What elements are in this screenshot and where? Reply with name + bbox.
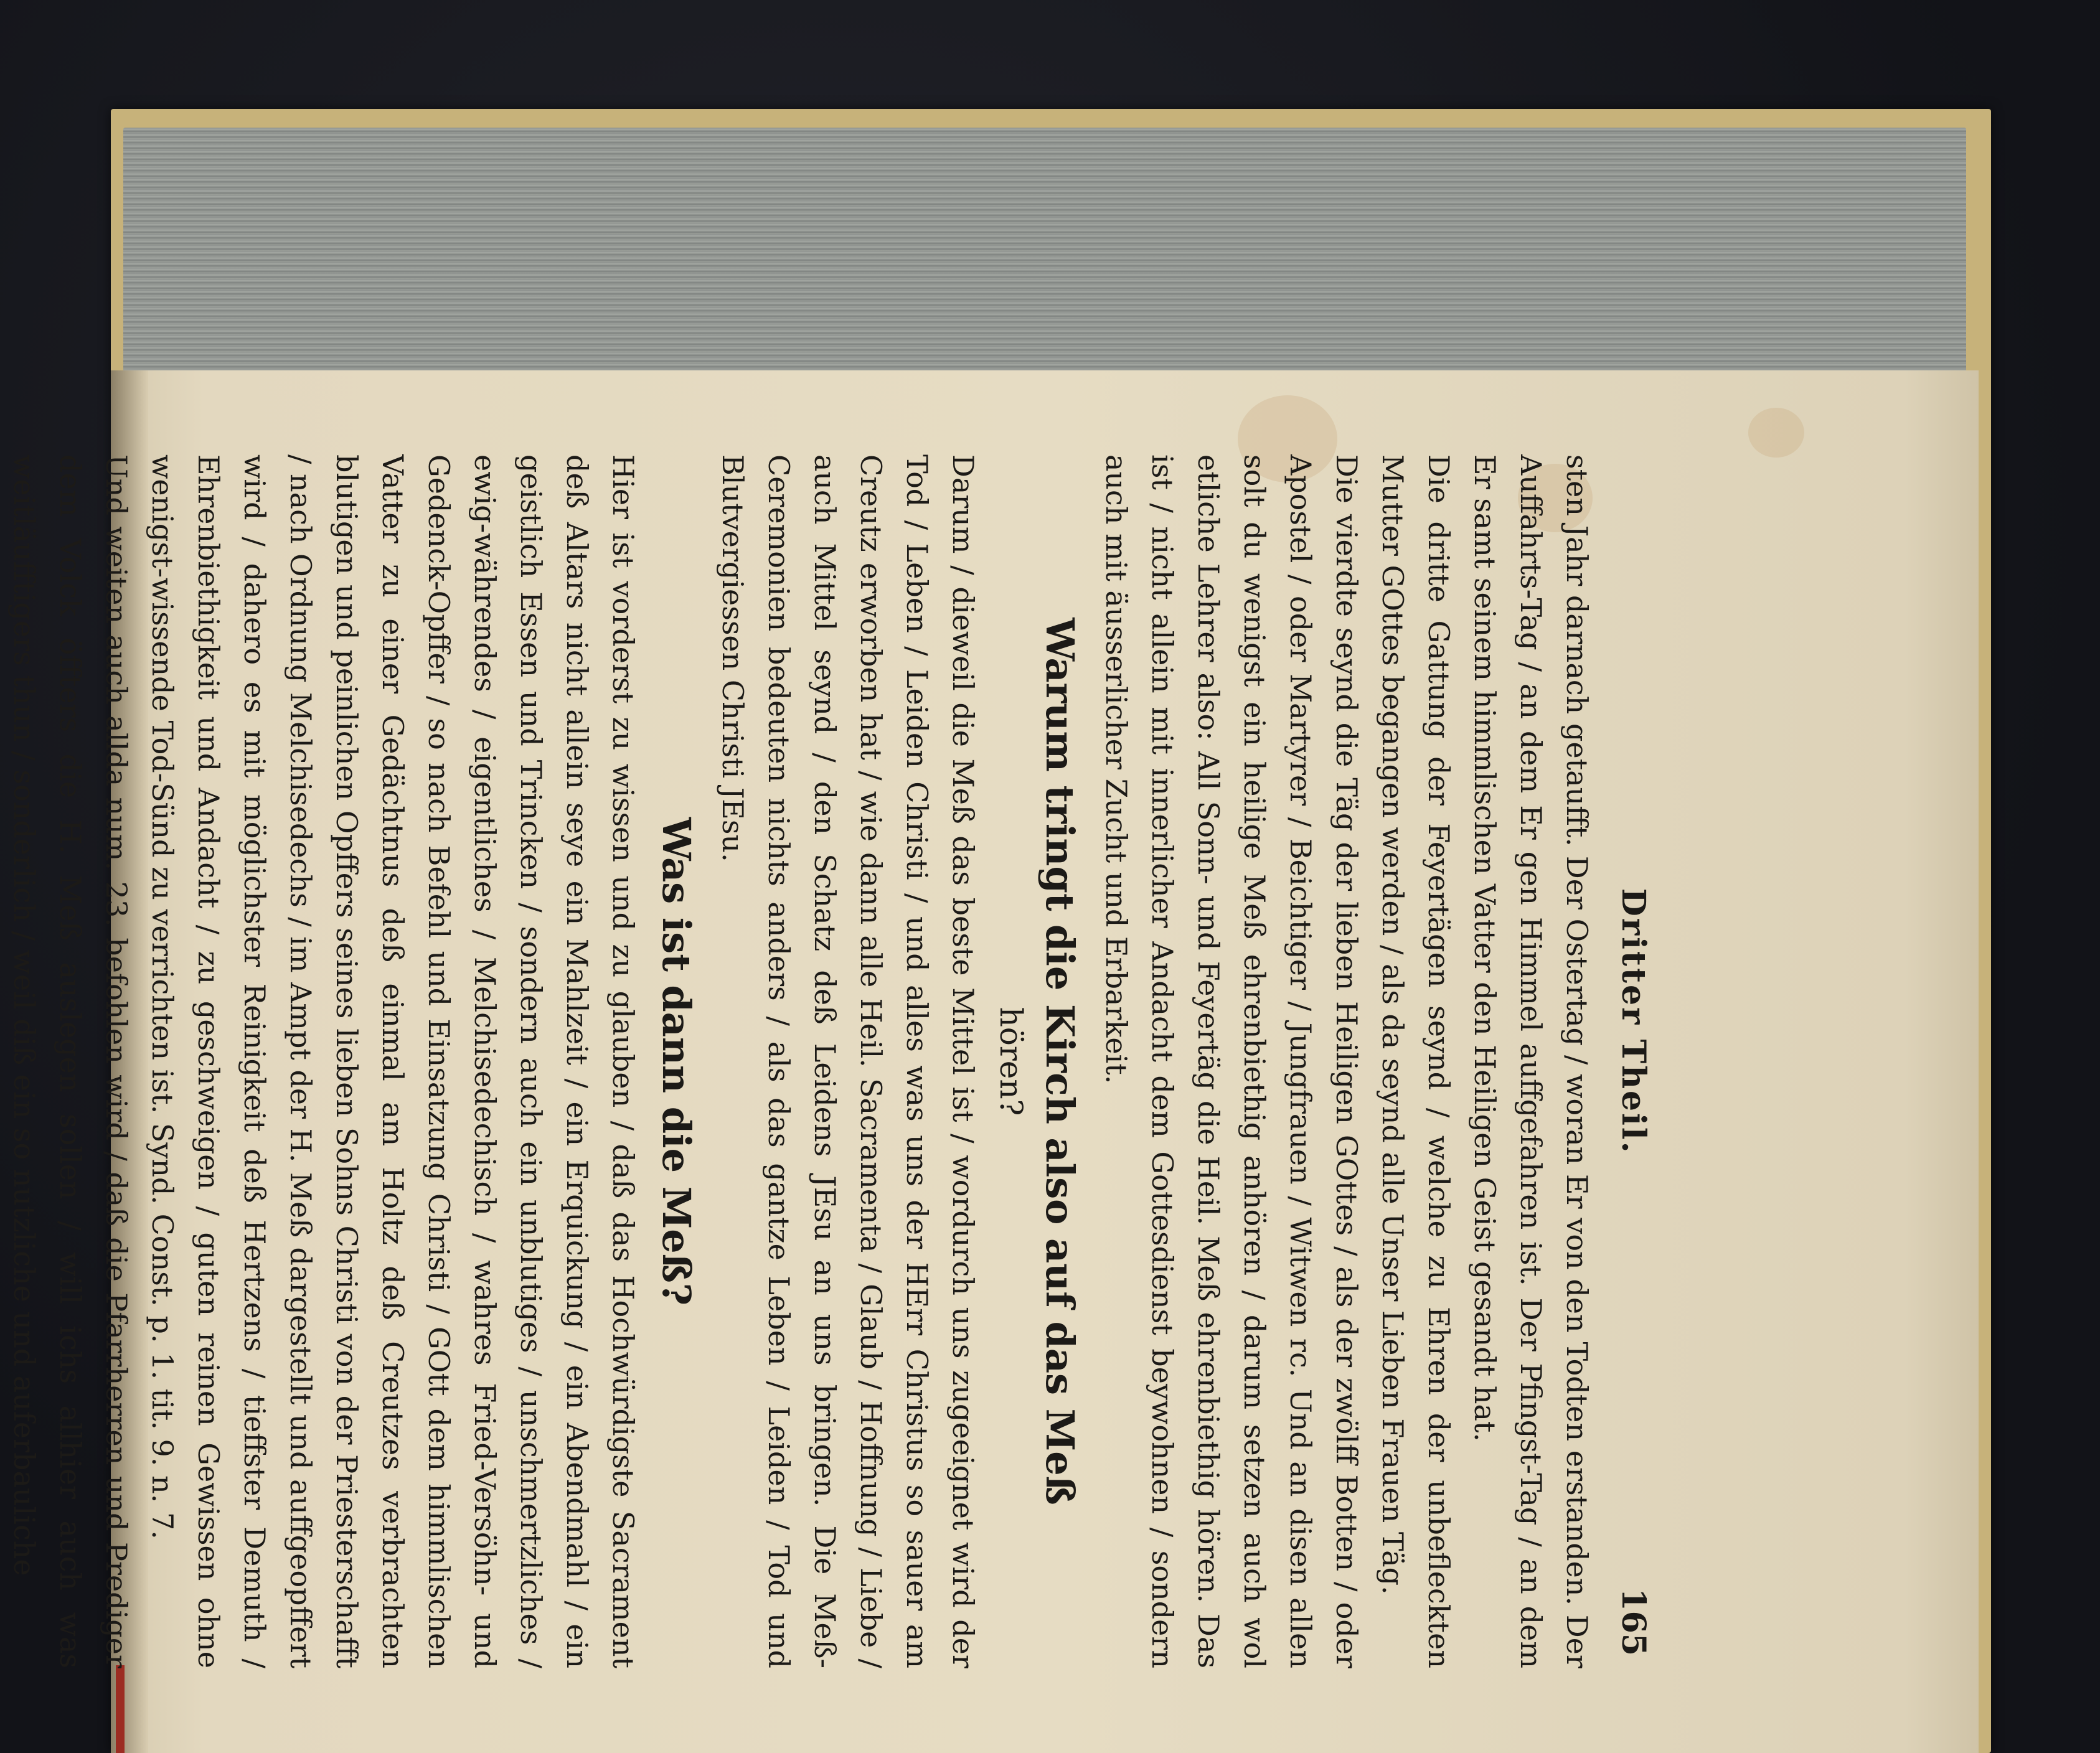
- ribbon-bookmark: [116, 1665, 125, 1753]
- paragraph: Hier ist vorderst zu wissen und zu glauben / daß das Hochwürdigste Sacrament deß Altars nicht allein seye ein Mahlzeit / ein Erquickung / ein Abendmahl / ein geistlich Essen und Trincken / sondern auch ein unblutiges / unschmertzliches / ewig-währendes / eigentliches / Melchisedechisch / wahres Fried-Versöhn- und Gedenck-Opffer / so nach Befehl und Einsatzung Christi / GOtt dem himmlischen Vatter zu einer Gedächtnus deß einmal am Holtz deß Creutzes verbrachten blutigen und peinlichen Opffers seines lieben Sohns Christi von der Priesterschafft / nach Ordnung Melchisedechs / im Ampt der H. Meß dargestellt und auffgeopffert wird / dahero es mit möglichster Reinigkeit deß Hertzens / tieffster Demuth / Ehrenbiethigkeit und Andacht / zu geschweigen / guten reinen Gewissen ohne wenigst-wissende Tod-Sünd zu verrichten ist. Synd. Const. p. 1. tit. 9. n. 7.: [146, 454, 640, 1668]
- page-edges: [123, 128, 1966, 402]
- paragraph: Und weiten auch allda num. 23. befohlen wird / daß die Pfarrherren und Prediger dem Volck öffters die H. Meß auslegen sollen / will ichs allhier auch was weitläufftigers thun / sonderlich / weil diß ein so nutzliche und auferbauliche: [7, 454, 133, 1668]
- section-heading: Was ist dann die Meß?: [654, 817, 699, 1306]
- paragraph: Die vierdte seynd die Täg der lieben Heiligen GOttes / als der zwölff Botten / oder Apostel / oder Martyrer / Beichtiger / Jungfrauen / Witwen rc. Und an disen allen solt du wenigst ein heilige Meß ehrenbiethig anhören / darum setzen auch wol etliche Lehrer also: All Sonn- und Feyertäg die Heil. Meß ehrenbiethig hören. Das ist / nicht allein mit innerlicher Andacht dem Gottesdienst beywohnen / sondern auch mit äusserlicher Zucht und Erbarkeit.: [1099, 454, 1363, 1668]
- section-heading-continuation: hören?: [993, 1007, 1029, 1116]
- section-heading: Warum tringt die Kirch also auf das Meß: [1037, 618, 1083, 1505]
- paper-stain: [1748, 408, 1804, 458]
- page-text-area: [7, 454, 1656, 1668]
- running-head: Dritter Theil.: [1614, 888, 1652, 1155]
- paragraph: Die dritte Gattung der Feyertägen seynd / welche zu Ehren der unbefleckten Mutter GOttes begangen werden / als da seynd alle Unser Lieben Frauen Täg.: [1376, 454, 1456, 1668]
- page-header: [1600, 454, 1656, 1668]
- rotated-text-block: [7, 454, 1656, 1668]
- paragraph: sten Jahr darnach getaufft. Der Ostertag / woran Er von den Todten erstanden. Der Auffahrts-Tag / an dem Er gen Himmel auffgefahren ist. Der Pfingst-Tag / an dem Er samt seinem himmlischen Vatter den Heiligen Geist gesandt hat.: [1468, 454, 1594, 1668]
- paragraph: Darum / dieweil die Meß das beste Mittel ist / wordurch uns zugeeignet wird der Tod / Leben / Leiden Christi / und alles was uns der HErr Christus so sauer am Creutz erworben hat / wie dann alle Heil. Sacramenta / Glaub / Hoffnung / Liebe / auch Mittel seynd / den Schatz deß Leidens JEsu an uns bringen. Die Meß-Ceremonien bedeuten nichts anders / als das gantze Leben / Leiden / Tod und Blutvergiessen Christi JEsu.: [716, 454, 980, 1668]
- page-number: 165: [1614, 1588, 1652, 1656]
